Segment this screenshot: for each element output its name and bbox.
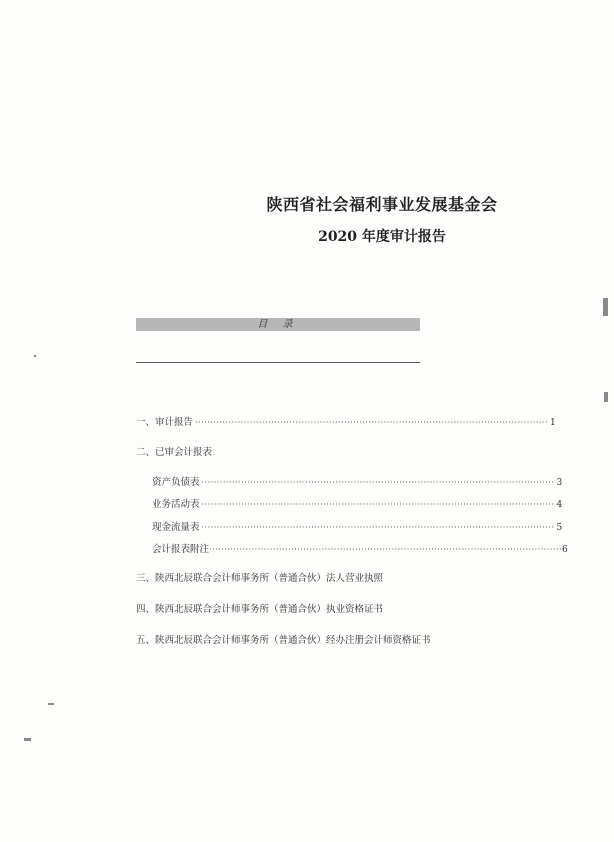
toc-item-audited-statements[interactable]: 二、已审会计报表 — [136, 447, 213, 458]
toc-item-activity-statement[interactable] — [152, 496, 563, 510]
scan-speck — [24, 738, 31, 741]
toc-header: 目 录 — [136, 318, 420, 331]
toc-item-label: 会计报表附注 — [152, 544, 210, 555]
report-title: 陕西省社会福利事业发展基金会 — [266, 195, 498, 214]
toc-page-number: 5 — [556, 523, 563, 533]
toc-item-practice-certificate[interactable]: 四、陕西北辰联合会计师事务所（普通合伙）执业资格证书 — [136, 604, 384, 615]
toc-page-number: 3 — [556, 478, 563, 488]
toc-item-notes[interactable] — [152, 541, 568, 555]
scan-speck — [604, 392, 608, 402]
toc-item-business-license[interactable]: 三、陕西北辰联合会计师事务所（普通合伙）法人营业执照 — [136, 573, 384, 584]
toc-item-balance-sheet[interactable] — [152, 474, 563, 488]
toc-page-number: 6 — [562, 545, 568, 555]
toc-item-label: 资产负债表 — [152, 477, 200, 488]
scan-speck — [48, 703, 54, 705]
toc-item-audit-report[interactable] — [136, 414, 556, 428]
toc-leader-dots: ···················································································································· — [195, 418, 548, 427]
toc-item-label: 业务活动表 — [152, 499, 200, 510]
scan-speck — [603, 298, 608, 316]
toc-leader-dots: ···················································································································· — [201, 500, 555, 509]
toc-leader-dots: ···················································································································· — [201, 523, 555, 532]
toc-divider — [136, 362, 420, 363]
toc-leader-dots: ···················································································································· — [201, 478, 555, 487]
report-subtitle: 2020 年度审计报告 — [318, 229, 446, 245]
toc-page-number: 1 — [550, 418, 556, 428]
toc-item-label: 一、审计报告 — [136, 417, 194, 428]
toc-item-cash-flow[interactable] — [152, 519, 563, 533]
toc-leader-dots: ···················································································································· — [209, 545, 562, 554]
scan-speck — [34, 355, 36, 357]
toc-item-label: 现金流量表 — [152, 522, 200, 533]
toc-page-number: 4 — [556, 500, 563, 510]
toc-item-cpa-certificate[interactable]: 五、陕西北辰联合会计师事务所（普通合伙）经办注册会计师资格证书 — [136, 635, 431, 646]
